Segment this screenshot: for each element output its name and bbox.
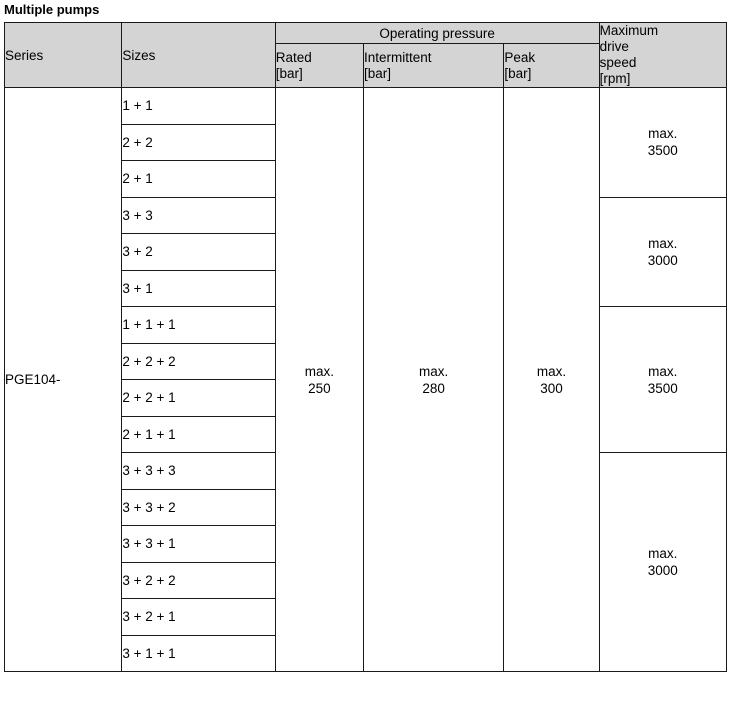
header-sizes: Sizes xyxy=(122,23,275,88)
header-operating-pressure: Operating pressure xyxy=(275,23,599,44)
header-rated xyxy=(275,44,363,88)
drive-speed-number: 3000 xyxy=(647,252,678,268)
size-value: 3 + 2 xyxy=(122,234,275,271)
drive-speed-prefix: max. xyxy=(648,363,678,379)
document-page xyxy=(0,2,736,717)
peak-value-prefix: max. xyxy=(536,363,567,379)
header-intermittent xyxy=(363,44,503,88)
size-value: 2 + 2 + 2 xyxy=(122,343,275,380)
size-value: 2 + 1 xyxy=(122,161,275,198)
size-value: 2 + 2 + 1 xyxy=(122,380,275,417)
header-max-drive-speed-line2: drive xyxy=(599,39,629,54)
header-max-drive-speed-line4: [rpm] xyxy=(599,71,631,86)
drive-speed-value xyxy=(599,307,726,453)
drive-speed-value xyxy=(599,197,726,307)
drive-speed-prefix: max. xyxy=(648,546,678,561)
header-rated-line1: Rated xyxy=(275,49,312,65)
size-value: 2 + 1 + 1 xyxy=(122,416,275,453)
size-value: 2 + 2 xyxy=(122,124,275,161)
header-rated-line2: [bar] xyxy=(275,65,303,81)
header-peak-line2: [bar] xyxy=(504,65,532,81)
size-value: 3 + 1 + 1 xyxy=(122,635,275,672)
page-title: Multiple pumps xyxy=(4,2,100,17)
multiple-pumps-table xyxy=(4,22,727,672)
header-intermittent-line2: [bar] xyxy=(363,65,391,81)
size-value: 3 + 2 + 2 xyxy=(122,562,275,599)
size-value: 3 + 3 + 1 xyxy=(122,526,275,563)
intermittent-value-number: 280 xyxy=(422,380,445,396)
header-row-top xyxy=(5,23,727,44)
drive-speed-number: 3500 xyxy=(647,380,678,396)
table-row xyxy=(5,88,727,125)
header-peak xyxy=(504,44,599,88)
rated-value-prefix: max. xyxy=(304,363,334,379)
drive-speed-value xyxy=(599,88,726,198)
drive-speed-prefix: max. xyxy=(648,126,678,142)
drive-speed-prefix: max. xyxy=(648,235,678,251)
header-peak-line1: Peak xyxy=(504,49,536,65)
intermittent-value xyxy=(363,88,503,672)
drive-speed-number: 3500 xyxy=(647,143,678,159)
series-value: PGE104- xyxy=(5,88,122,672)
peak-value-number: 300 xyxy=(540,380,563,396)
header-max-drive-speed-line3: speed xyxy=(599,55,637,70)
header-series: Series xyxy=(5,23,122,88)
header-max-drive-speed xyxy=(599,23,726,88)
peak-value xyxy=(504,88,599,672)
drive-speed-number: 3000 xyxy=(647,563,678,578)
header-max-drive-speed-line1: Maximum xyxy=(599,23,659,38)
drive-speed-value xyxy=(599,453,726,672)
size-value: 3 + 3 + 2 xyxy=(122,489,275,526)
table-body xyxy=(5,88,727,672)
rated-value xyxy=(275,88,363,672)
header-intermittent-line1: Intermittent xyxy=(363,49,432,65)
table-header xyxy=(5,23,727,88)
rated-value-number: 250 xyxy=(308,380,331,396)
size-value: 3 + 3 + 3 xyxy=(122,453,275,490)
size-value: 3 + 1 xyxy=(122,270,275,307)
intermittent-value-prefix: max. xyxy=(419,363,449,379)
size-value: 3 + 3 xyxy=(122,197,275,234)
size-value: 1 + 1 + 1 xyxy=(122,307,275,344)
size-value: 3 + 2 + 1 xyxy=(122,599,275,636)
size-value: 1 + 1 xyxy=(122,88,275,125)
